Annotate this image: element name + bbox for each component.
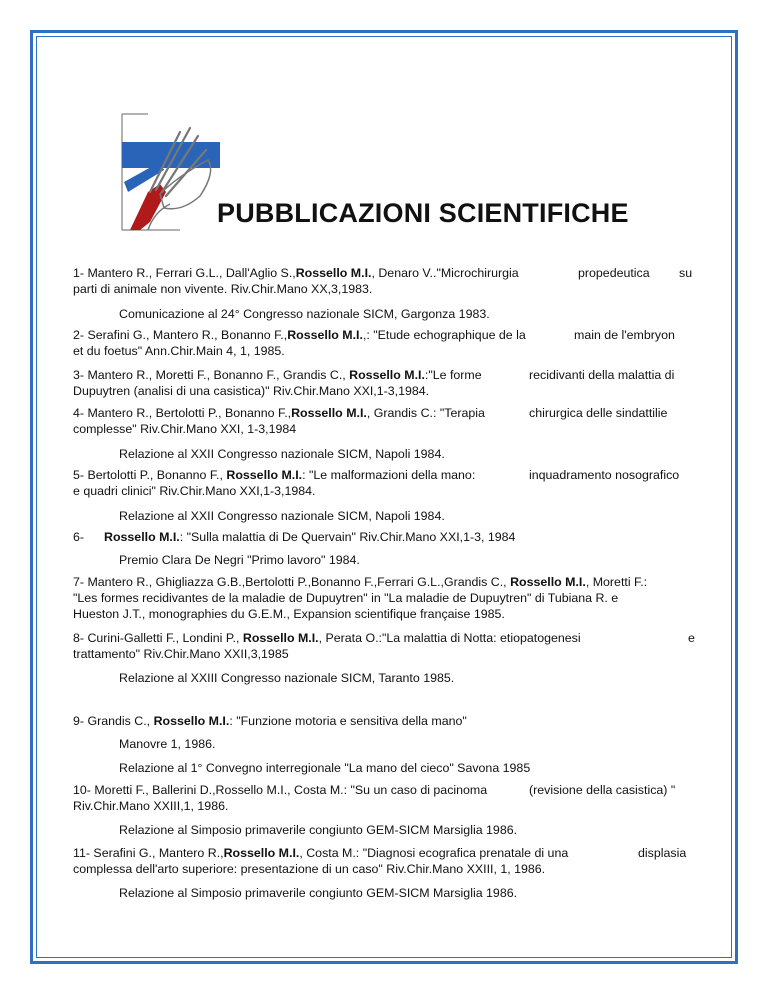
publication-1-cont-b: su xyxy=(679,266,693,280)
publication-11-note: Relazione al Simposio primaverile congiunto GEM-SICM Marsiglia 1986. xyxy=(119,886,518,900)
publication-1-cont-a: propedeutica xyxy=(578,266,650,280)
publication-6-number: 6- xyxy=(73,530,85,544)
publication-10: 10- Moretti F., Ballerini D.,Rossello M.I., Costa M.: "Su un caso di pacinoma xyxy=(73,783,488,797)
publication-8-cont: e xyxy=(688,631,695,645)
publication-10-line2: Riv.Chir.Mano XXIII,1, 1986. xyxy=(73,799,229,813)
publication-8-note: Relazione al XXIII Congresso nazionale SICM, Taranto 1985. xyxy=(119,671,455,685)
publication-3-cont: recidivanti della malattia di xyxy=(529,368,675,382)
publication-9-note-2: Relazione al 1° Convegno interregionale "La mano del cieco" Savona 1985 xyxy=(119,761,531,775)
publication-5-cont: inquadramento nosografico xyxy=(529,468,680,482)
publication-2: 2- Serafini G., Mantero R., Bonanno F.,Rossello M.I.,: "Etude echographique de la xyxy=(73,328,526,342)
publication-5: 5- Bertolotti P., Bonanno F., Rossello M.I.: "Le malformazioni della mano: xyxy=(73,468,476,482)
publication-1-note: Comunicazione al 24° Congresso nazionale SICM, Gargonza 1983. xyxy=(119,307,490,321)
publication-2-cont: main de l'embryon xyxy=(574,328,675,342)
publication-9: 9- Grandis C., Rossello M.I.: "Funzione motoria e sensitiva della mano" xyxy=(73,714,467,728)
publication-8: 8- Curini-Galletti F., Londini P., Rossello M.I., Perata O.:"La malattia di Notta: etiopatogenesi xyxy=(73,631,581,645)
hand-logo-icon xyxy=(120,112,220,232)
publication-4-line2: complesse" Riv.Chir.Mano XXI, 1-3,1984 xyxy=(73,422,297,436)
page-title: PUBBLICAZIONI SCIENTIFICHE xyxy=(217,198,629,228)
publication-4: 4- Mantero R., Bertolotti P., Bonanno F.,Rossello M.I., Grandis C.: "Terapia xyxy=(73,406,485,420)
publication-5-note: Relazione al XXII Congresso nazionale SICM, Napoli 1984. xyxy=(119,509,445,523)
publication-7-line3: Hueston J.T., monographies du G.E.M., Expansion scientifique française 1985. xyxy=(73,607,505,621)
publication-9-note: Manovre 1, 1986. xyxy=(119,737,216,751)
publication-3-line2: Dupuytren (analisi di una casistica)" Riv.Chir.Mano XXI,1-3,1984. xyxy=(73,384,430,398)
publication-4-note: Relazione al XXII Congresso nazionale SICM, Napoli 1984. xyxy=(119,447,445,461)
publication-10-cont: (revisione della casistica) " xyxy=(529,783,676,797)
publication-11: 11- Serafini G., Mantero R.,Rossello M.I., Costa M.: "Diagnosi ecografica prenatale di una xyxy=(73,846,569,860)
publication-1: 1- Mantero R., Ferrari G.L., Dall'Aglio S.,Rossello M.I., Denaro V.."Microchirurgia xyxy=(73,266,519,280)
publication-6-note: Premio Clara De Negri "Primo lavoro" 1984. xyxy=(119,553,360,567)
publication-6: Rossello M.I.: "Sulla malattia di De Quervain" Riv.Chir.Mano XXI,1-3, 1984 xyxy=(104,530,516,544)
publication-10-note: Relazione al Simposio primaverile congiunto GEM-SICM Marsiglia 1986. xyxy=(119,823,518,837)
publication-5-line2: e quadri clinici" Riv.Chir.Mano XXI,1-3,1984. xyxy=(73,484,316,498)
publication-11-cont: displasia xyxy=(638,846,687,860)
publication-11-line2: complessa dell'arto superiore: presentazione di un caso" Riv.Chir.Mano XXIII, 1, 1986. xyxy=(73,862,546,876)
publication-8-line2: trattamento" Riv.Chir.Mano XXII,3,1985 xyxy=(73,647,289,661)
publication-4-cont: chirurgica delle sindattilie xyxy=(529,406,668,420)
publication-2-line2: et du foetus" Ann.Chir.Main 4, 1, 1985. xyxy=(73,344,285,358)
publication-7: 7- Mantero R., Ghigliazza G.B.,Bertolotti P.,Bonanno F.,Ferrari G.L.,Grandis C., Rossello M.I., Moretti F.: xyxy=(73,575,648,589)
publication-3: 3- Mantero R., Moretti F., Bonanno F., Grandis C., Rossello M.I.:"Le forme xyxy=(73,368,482,382)
publication-1-line2: parti di animale non vivente. Riv.Chir.Mano XX,3,1983. xyxy=(73,282,373,296)
publication-7-line2: "Les formes recidivantes de la maladie de Dupuytren" in "La maladie de Dupuytren" di Tubiana R. e xyxy=(73,591,619,605)
